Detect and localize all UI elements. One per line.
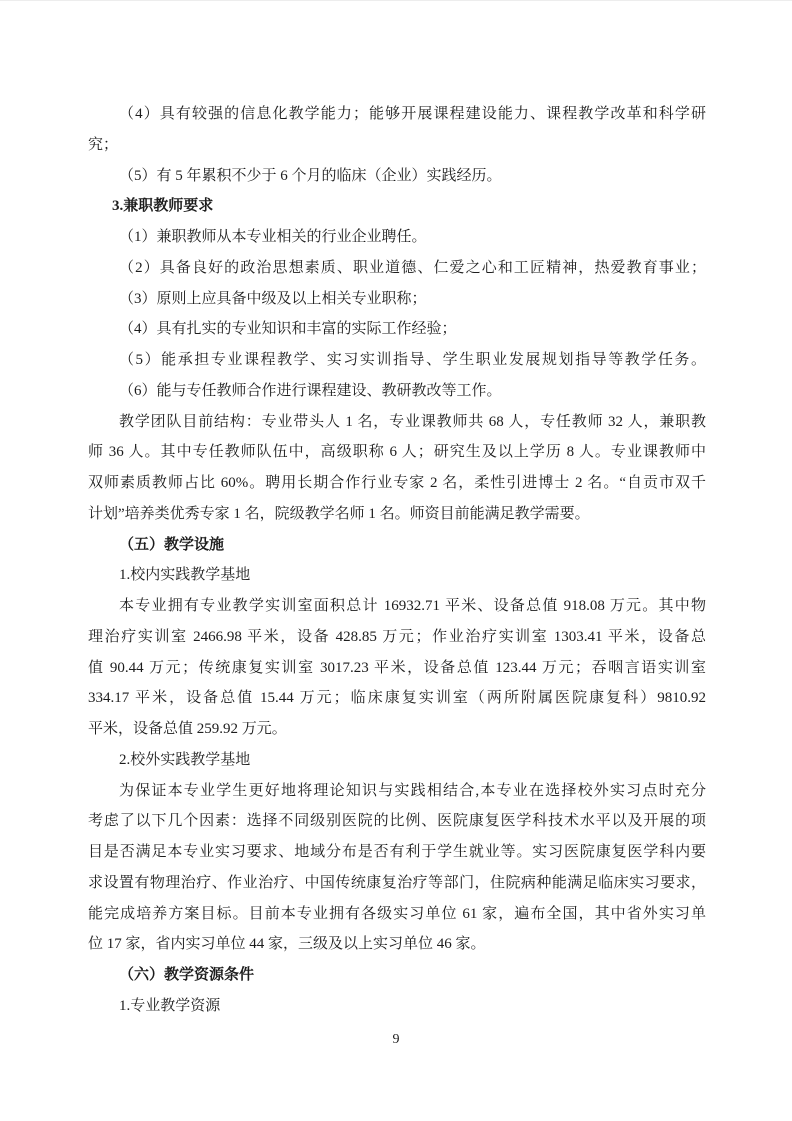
text-line: （5）能承担专业课程教学、实习实训指导、学生职业发展规划指导等教学任务。 [119,352,706,368]
text-line: 平米，设备总值 259.92 万元。 [88,721,287,737]
text-line: 334.17 平米，设备总值 15.44 万元；临床康复实训室（两所附属医院康复科）9810.92 [88,690,706,707]
text-line: 目是否满足本专业实习要求、地域分布是否有利于学生就业等。实习医院康复医学科内要 [88,844,706,860]
text-line: 为保证本专业学生更好地将理论知识与实践相结合,本专业在选择校外实习点时充分 [119,782,706,799]
text-line: 考虑了以下几个因素：选择不同级别医院的比例、医院康复医学科技术水平以及开展的项 [88,813,706,830]
text-line: （1）兼职教师从本专业相关的行业企业聘任。 [119,229,427,245]
text-line: （4）具有较强的信息化教学能力；能够开展课程建设能力、课程教学改革和科学研 [119,106,706,122]
text-line: （2）具备良好的政治思想素质、职业道德、仁爱之心和工匠精神，热爱教育事业； [119,259,706,276]
heading-teaching-facilities: （五）教学设施 [119,536,225,553]
heading-part-time-teacher-requirements: 3.兼职教师要求 [112,198,214,215]
text-line: 值 90.44 万元；传统康复实训室 3017.23 平米，设备总值 123.44 万元；吞咽言语实训室 [88,659,706,676]
text-line: 位 17 家，省内实习单位 44 家，三级及以上实习单位 46 家。 [88,936,486,953]
text-line: 双师素质教师占比 60%。聘用长期合作行业专家 2 名，柔性引进博士 2 名。“自贡市双千 [88,475,706,491]
text-line: 理治疗实训室 2466.98 平米，设备 428.85 万元；作业治疗实训室 1303.41 平米，设备总 [88,628,706,645]
text-line: 本专业拥有专业教学实训室面积总计 16932.71 平米、设备总值 918.08 万元。其中物 [119,598,706,614]
text-line: 能完成培养方案目标。目前本专业拥有各级实习单位 61 家，遍布全国，其中省外实习单 [88,905,706,922]
page-number: 9 [392,1032,400,1047]
heading-teaching-resources: （六）教学资源条件 [119,967,255,983]
text-line: 师 36 人。其中专任教师队伍中，高级职称 6 人；研究生及以上学历 8 人。专业课教师中 [88,444,706,461]
text-line: 1.校内实践教学基地 [119,567,251,584]
document-text-block [88,99,706,1022]
text-line: （3）原则上应具备中级及以上相关专业职称； [119,290,427,307]
text-line: （4）具有扎实的专业知识和丰富的实际工作经验； [119,321,457,338]
text-line: （5）有 5 年累积不少于 6 个月的临床（企业）实践经历。 [119,167,502,184]
text-line: 究； [88,136,119,153]
text-line: 教学团队目前结构：专业带头人 1 名，专业课教师共 68 人，专任教师 32 人，兼职教 [119,413,706,430]
text-line: 求设置有物理治疗、作业治疗、中国传统康复治疗等部门，住院病种能满足临床实习要求， [88,874,706,891]
text-line: （6）能与专任教师合作进行课程建设、教研教改等工作。 [119,382,502,399]
text-line: 1.专业教学资源 [119,997,221,1014]
text-line: 计划”培养类优秀专家 1 名，院级教学名师 1 名。师资目前能满足教学需要。 [88,505,590,522]
text-line: 2.校外实践教学基地 [119,751,251,768]
